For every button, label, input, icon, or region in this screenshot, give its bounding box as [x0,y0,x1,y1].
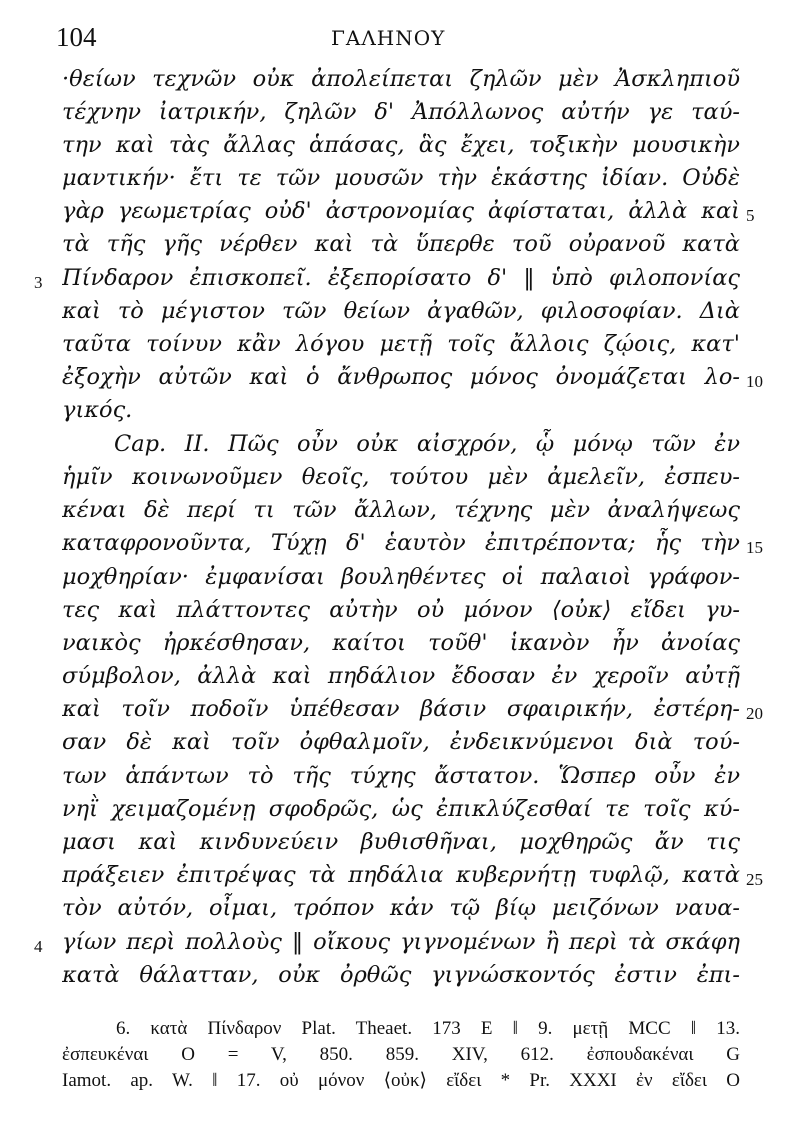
text-line: μαντικήν· ἔτι τε τῶν μουσῶν τὴν ἑκάστης ἰδίαν. Οὐδὲ [62,165,740,191]
text-line: μασι καὶ κινδυνεύειν βυθισθῆναι, μοχθηρῶς ἄν τις [62,829,740,855]
footnote-line: 6. κατὰ Πίνδαρον Plat. Theaet. 173 E ‖ 9. μετῇ MCC ‖ 13. [116,1018,740,1039]
text-line: την καὶ τὰς ἄλλας ἁπάσας, ἃς ἔχει, τοξικὴν μουσικὴν [62,132,740,158]
line-number: 5 [746,206,755,225]
line-number: 10 [746,372,763,391]
text-line: Πίνδαρον ἐπισκοπεῖ. ἐξεπορίσατο δ' ‖ ὑπὸ φιλοπονίας [62,265,740,291]
text-line: καταφρονοῦντα, Τύχῃ δ' ἑαυτὸν ἐπιτρέποντα; ἧς τὴν [62,530,740,556]
text-line: ἡμῖν κοινωνοῦμεν θεοῖς, τούτου μὲν ἀμελεῖν, ἐσπευ- [62,464,740,490]
line-number: 20 [746,704,763,723]
running-title: ΓΑΛΗΝΟΥ [331,26,446,50]
section-marker: 4 [34,937,43,956]
text-line: τὰ τῆς γῆς νέρθεν καὶ τὰ ὕπερθε τοῦ οὐρανοῦ κατὰ [62,231,740,257]
text-line: ἐξοχὴν αὐτῶν καὶ ὁ ἄνθρωπος μόνος ὀνομάζεται λο- [62,364,740,390]
text-line: ναικὸς ἠρκέσθησαν, καίτοι τοῦθ' ἱκανὸν ἦν ἀνοίας [62,630,740,656]
text-line: γὰρ γεωμετρίας οὐδ' ἀστρονομίας ἀφίσταται, ἀλλὰ καὶ [62,198,740,224]
text-line: καὶ τὸ μέγιστον τῶν θείων ἀγαθῶν, φιλοσοφίαν. Διὰ [62,298,740,324]
text-line: σύμβολον, ἀλλὰ καὶ πηδάλιον ἔδοσαν ἐν χεροῖν αὐτῇ [62,663,740,689]
text-line: καὶ τοῖν ποδοῖν ὑπέθεσαν βάσιν σφαιρικήν, ἐστέρη- [62,696,740,722]
text-line: νηῒ χειμαζομένῃ σφοδρῶς, ὡς ἐπικλύζεσθαί τε τοῖς κύ- [62,796,740,822]
footnote-line: ἐσπευκέναι O = V, 850. 859. XIV, 612. ἐσπουδακέναι G [62,1044,740,1065]
text-line: ταῦτα τοίνυν κἂν λόγου μετῇ τοῖς ἄλλοις ζῴοις, κατ' [62,331,740,357]
text-line: μοχθηρίαν· ἐμφανίσαι βουληθέντες οἱ παλαιοὶ γράφον- [62,564,740,590]
section-marker: 3 [34,273,43,292]
text-line: κατὰ θάλατταν, οὐκ ὀρθῶς γιγνώσκοντός ἐστιν ἐπι- [62,962,740,988]
text-line: των ἁπάντων τὸ τῆς τύχης ἄστατον. Ὥσπερ οὖν ἐν [62,763,740,789]
text-line: ·θείων τεχνῶν οὐκ ἀπολείπεται ζηλῶν μὲν Ἀσκληπιοῦ [62,66,740,92]
text-line: σαν δὲ καὶ τοῖν ὀφθαλμοῖν, ἐνδεικνύμενοι διὰ τού- [62,729,740,755]
text-line: τες καὶ πλάττοντες αὐτὴν οὐ μόνον ⟨οὐκ⟩ εἴδει γυ- [62,597,740,623]
chapter-opening-line: Cap. II. Πῶς οὖν οὐκ αἰσχρόν, ᾧ μόνῳ τῶν ἐν [114,431,740,457]
page-number: 104 [56,22,97,52]
text-line: τέχνην ἰατρικήν, ζηλῶν δ' Ἀπόλλωνος αὐτήν γε ταύ- [62,99,740,125]
footnote-line: Iamot. ap. W. ‖ 17. οὐ μόνον ⟨οὐκ⟩ εἴδει * Pr. XXXI ἐν εἴδει O [62,1070,740,1091]
text-line: γικός. [62,397,133,423]
text-line: κέναι δὲ περί τι τῶν ἄλλων, τέχνης μὲν ἀναλήψεως [62,497,740,523]
line-number: 25 [746,870,763,889]
text-line: γίων περὶ πολλοὺς ‖ οἴκους γιγνομένων ἢ περὶ τὰ σκάφη [62,929,740,955]
line-number: 15 [746,538,763,557]
text-line: τὸν αὐτόν, οἶμαι, τρόπον κἀν τῷ βίῳ μειζόνων ναυα- [62,895,740,921]
text-line: πράξειεν ἐπιτρέψας τὰ πηδάλια κυβερνήτῃ τυφλῷ, κατὰ [62,862,740,888]
